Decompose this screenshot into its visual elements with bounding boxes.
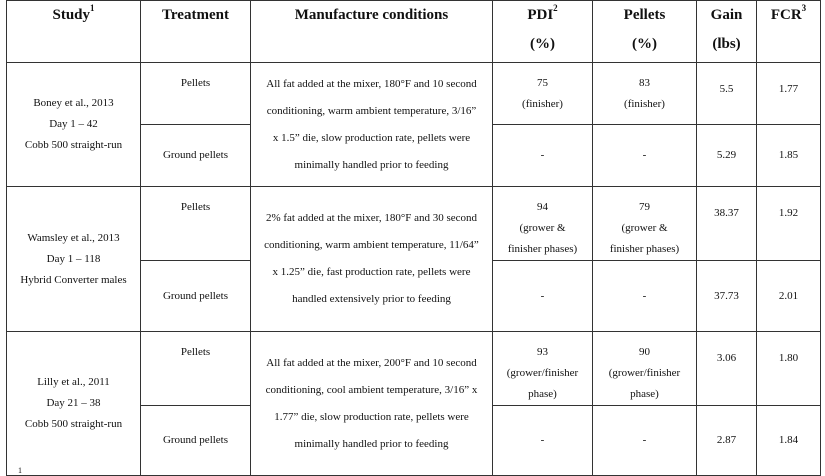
- cell-line: -: [642, 289, 647, 302]
- treatment-cell: Ground pellets: [141, 261, 251, 332]
- cell-line: conditioning, warm ambient temperature, 3/16”: [266, 104, 477, 117]
- cell-line: 75: [537, 77, 548, 89]
- gain-cell: 37.73: [697, 261, 757, 332]
- pellets-cell: [593, 63, 697, 125]
- pdi-cell: [493, 261, 593, 332]
- gain-cell: 5.5: [697, 63, 757, 125]
- pdi-cell: [493, 406, 593, 476]
- header-row: [7, 1, 821, 63]
- fcr-cell: 1.80: [757, 332, 821, 406]
- cell-line: (finisher): [522, 98, 563, 110]
- cell-line: 90: [639, 346, 650, 358]
- cell-line: Lilly et al., 2011: [37, 376, 110, 388]
- cell-line: All fat added at the mixer, 180°F and 10 second: [266, 77, 477, 90]
- pellets-cell: [593, 406, 697, 476]
- study-cell: [7, 187, 141, 332]
- gain-cell: 2.87: [697, 406, 757, 476]
- cell-line: Cobb 500 straight-run: [24, 139, 123, 151]
- footnote-marker: 1: [18, 466, 22, 475]
- cell-line: Cobb 500 straight-run: [24, 418, 123, 430]
- cell-line: -: [540, 434, 545, 446]
- header-study: Study$^1$: [7, 1, 141, 63]
- header-pdi: PDI$^2$ (%): [493, 1, 593, 63]
- fcr-cell: 1.85: [757, 125, 821, 187]
- fcr-cell: 1.84: [757, 406, 821, 476]
- study-cell: [7, 63, 141, 187]
- cell-line: conditioning, cool ambient temperature, 3/16” x: [265, 383, 478, 396]
- cell-line: (grower/finisher: [506, 367, 579, 379]
- cell-line: (finisher): [624, 98, 665, 110]
- fcr-cell: 2.01: [757, 261, 821, 332]
- cell-line: handled extensively prior to feeding: [292, 293, 451, 305]
- manufacture-cell: [251, 63, 493, 187]
- fcr-cell: 1.92: [757, 187, 821, 261]
- manufacture-cell: [251, 332, 493, 476]
- cell-line: Boney et al., 2013: [33, 97, 114, 109]
- cell-line: (grower &: [519, 222, 566, 234]
- pellets-cell: [593, 332, 697, 406]
- header-fcr: FCR$^3$: [757, 1, 821, 63]
- pellets-cell: [593, 187, 697, 261]
- header-gain: Gain (lbs): [697, 1, 757, 63]
- cell-line: conditioning, warm ambient temperature, 11/64”: [264, 239, 479, 251]
- cell-line: x 1.25” die, fast production rate, pellets were: [272, 266, 471, 278]
- table-row: [7, 187, 821, 261]
- cell-line: finisher phases): [507, 243, 578, 255]
- cell-line: Day 1 – 42: [49, 118, 98, 130]
- header-manufacture: Manufacture conditions: [251, 1, 493, 63]
- cell-line: (grower/finisher: [608, 367, 681, 379]
- cell-line: 93: [537, 346, 548, 358]
- fcr-cell: 1.77: [757, 63, 821, 125]
- cell-line: -: [642, 434, 647, 446]
- pdi-cell: [493, 187, 593, 261]
- cell-line: Wamsley et al., 2013: [27, 231, 120, 244]
- cell-line: Hybrid Converter males: [20, 273, 127, 286]
- pellets-cell: [593, 125, 697, 187]
- cell-line: All fat added at the mixer, 200°F and 10 second: [266, 356, 477, 369]
- treatment-cell: Ground pellets: [141, 125, 251, 187]
- header-pellets: Pellets (%): [593, 1, 697, 63]
- cell-line: -: [642, 149, 647, 161]
- table-row: [7, 332, 821, 406]
- treatment-cell: Pellets: [141, 332, 251, 406]
- cell-line: 94: [537, 201, 548, 213]
- cell-line: 1.77” die, slow production rate, pellets were: [274, 410, 469, 423]
- cell-line: minimally handled prior to feeding: [294, 158, 449, 171]
- pdi-cell: [493, 332, 593, 406]
- cell-line: 2% fat added at the mixer, 180°F and 30 second: [265, 212, 478, 224]
- cell-line: 79: [639, 201, 650, 213]
- gain-cell: 38.37: [697, 187, 757, 261]
- cell-line: Day 1 – 118: [46, 252, 101, 265]
- cell-line: 83: [639, 77, 650, 89]
- cell-line: Day 21 – 38: [46, 397, 101, 409]
- cell-line: phase): [528, 388, 557, 400]
- pellets-cell: [593, 261, 697, 332]
- cell-line: -: [540, 289, 545, 302]
- cell-line: x 1.5” die, slow production rate, pellets were: [272, 131, 471, 144]
- cell-line: finisher phases): [609, 243, 680, 255]
- cell-line: -: [540, 149, 545, 161]
- manufacture-cell: [251, 187, 493, 332]
- results-table: [6, 0, 821, 476]
- cell-line: minimally handled prior to feeding: [294, 437, 449, 450]
- header-treatment: Treatment: [141, 1, 251, 63]
- cell-line: (grower &: [621, 222, 668, 234]
- treatment-cell: Pellets: [141, 63, 251, 125]
- pdi-cell: [493, 63, 593, 125]
- cell-line: phase): [630, 388, 659, 400]
- gain-cell: 5.29: [697, 125, 757, 187]
- pdi-cell: [493, 125, 593, 187]
- treatment-cell: Pellets: [141, 187, 251, 261]
- study-cell: [7, 332, 141, 476]
- table-row: [7, 63, 821, 125]
- treatment-cell: Ground pellets: [141, 406, 251, 476]
- gain-cell: 3.06: [697, 332, 757, 406]
